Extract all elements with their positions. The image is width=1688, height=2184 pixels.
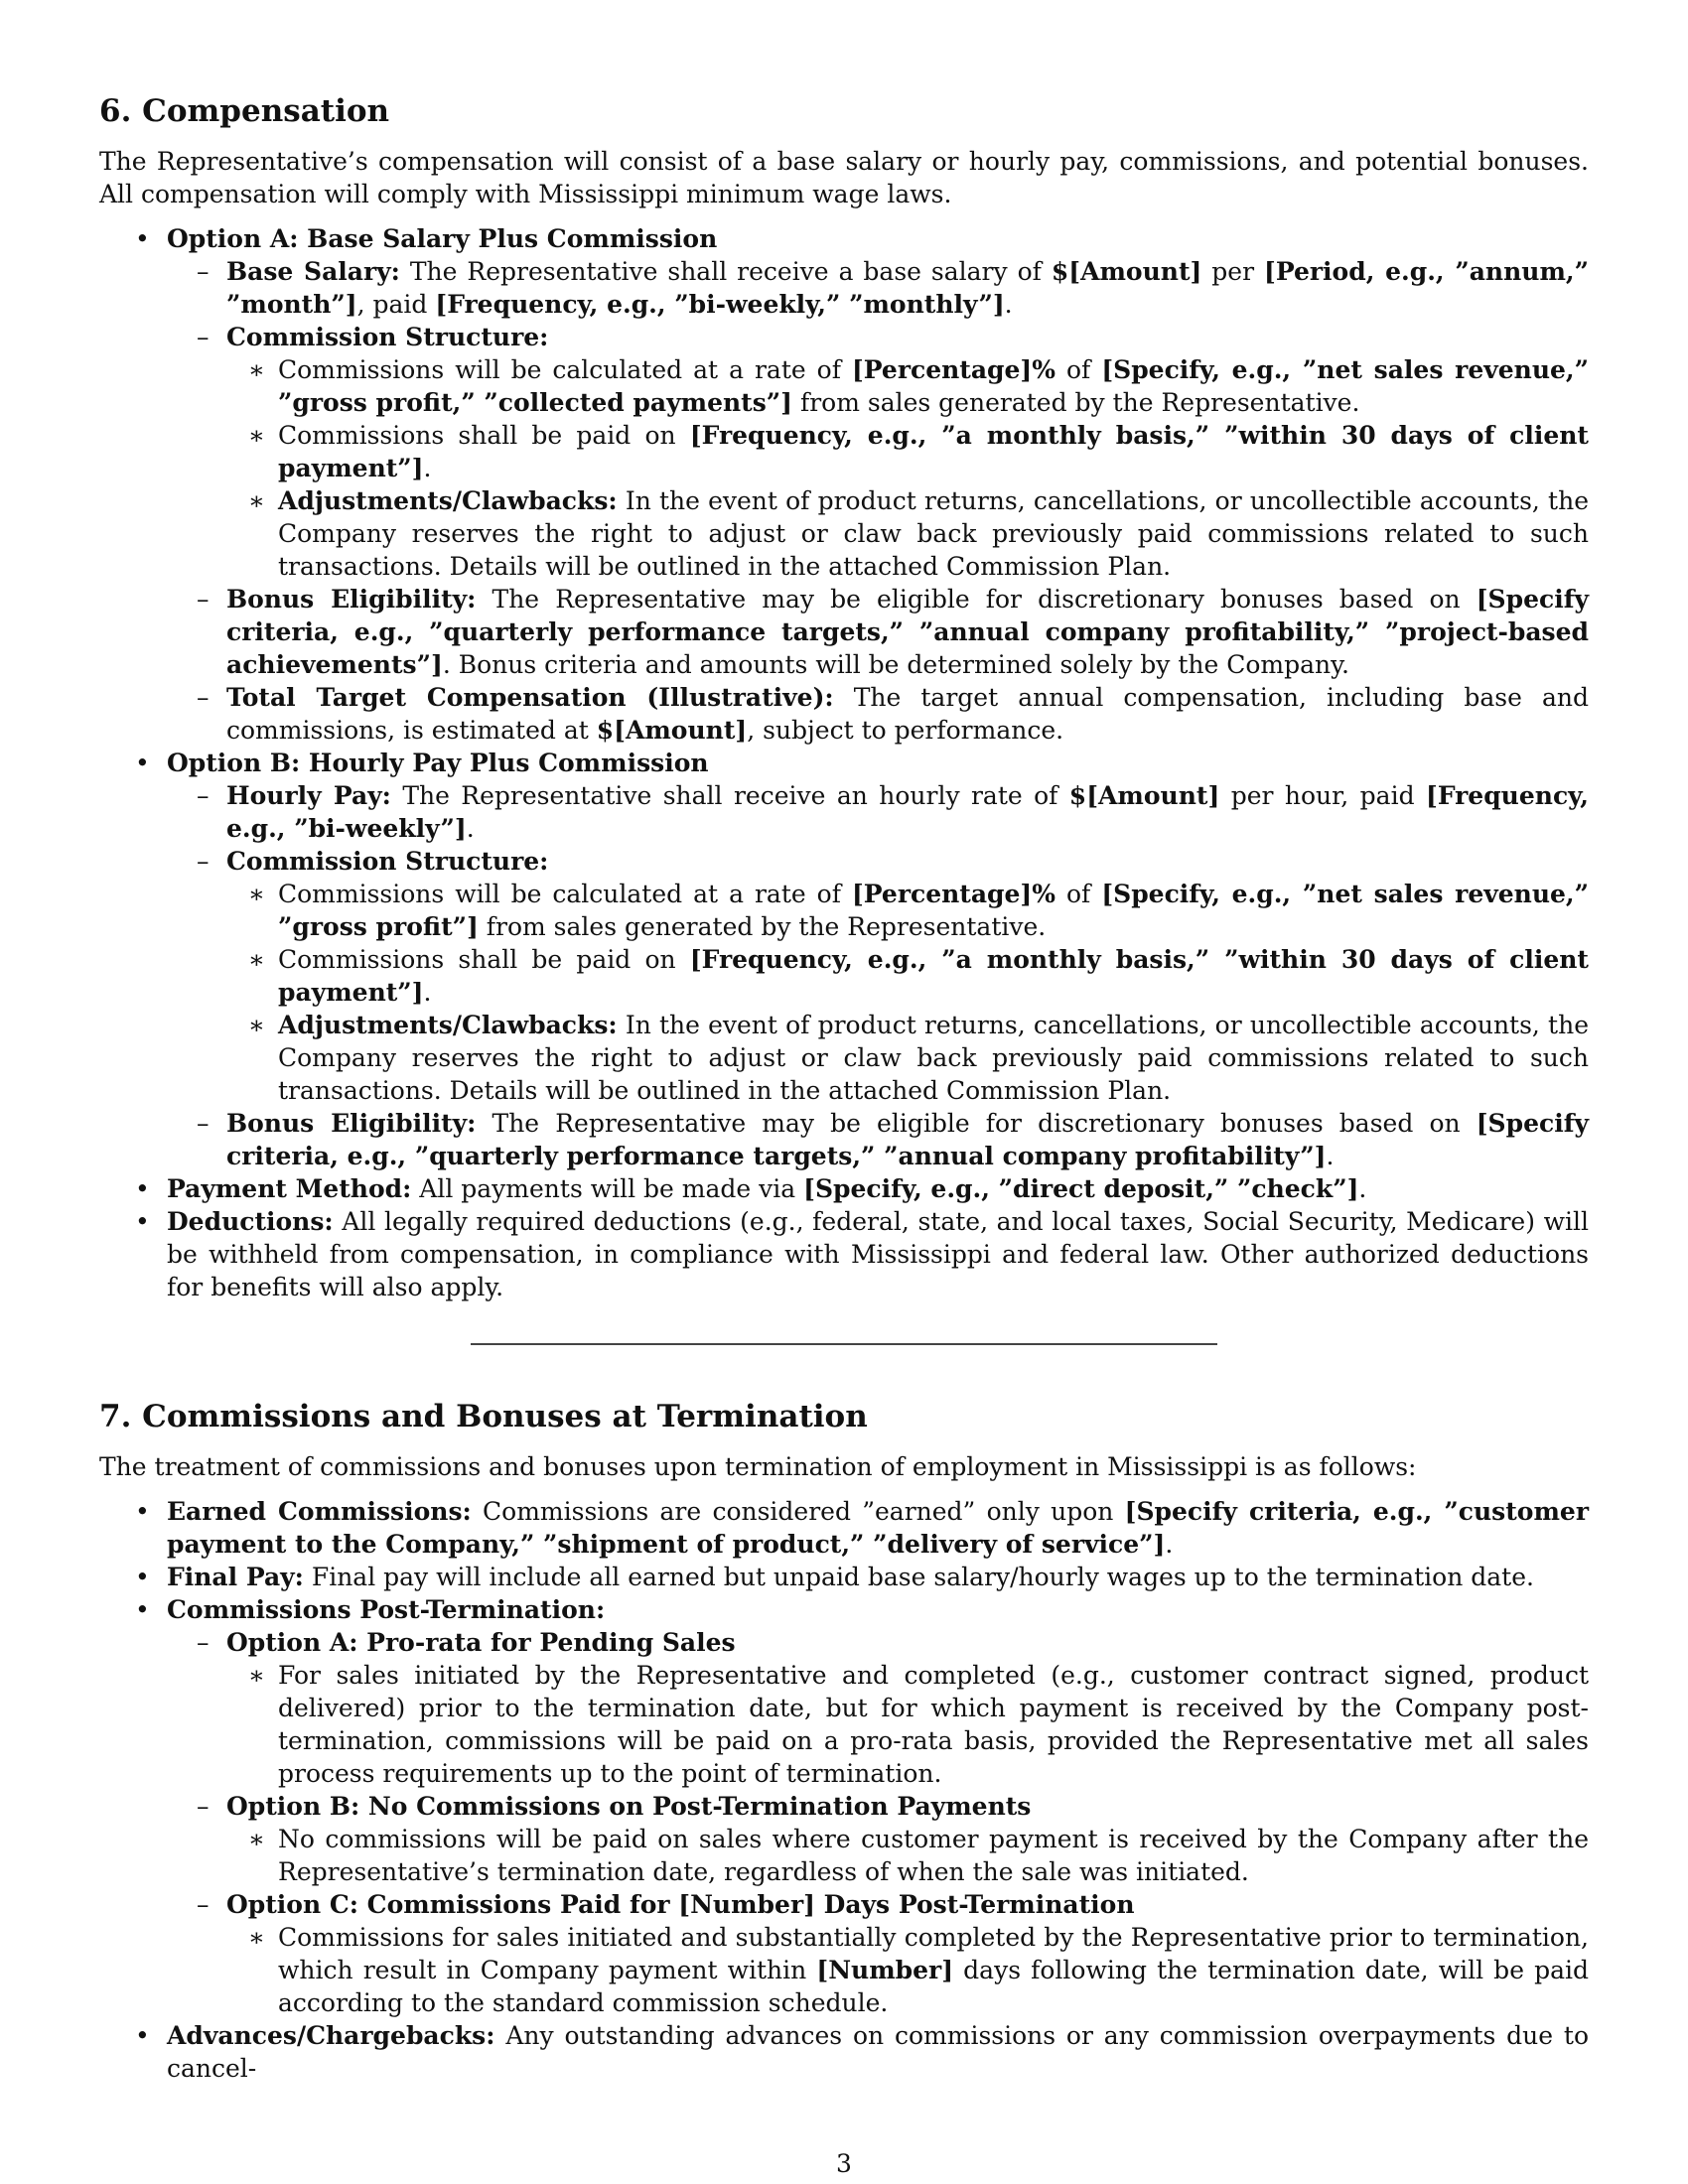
compensation-list [99, 222, 1589, 1303]
list-item [226, 353, 1589, 419]
placeholder: [Specify criteria, e.g., ”quarterly performance targets,” ”annual company profitability”] [226, 1109, 1589, 1170]
text: All legally required deductions (e.g., federal, state, and local taxes, Social Security, Medicare) will be withheld from compensation, in compliance with Mississippi and federal law. Other authorized deductions for benefits will also apply. [167, 1207, 1589, 1301]
list-item [167, 1107, 1589, 1172]
placeholder: $[Amount] [596, 716, 748, 745]
list-item [226, 484, 1589, 583]
list-item [167, 1888, 1589, 2019]
text: of [1055, 355, 1102, 384]
text: Commissions shall be paid on [278, 945, 690, 974]
list-item [99, 222, 1589, 747]
text: . [1165, 1530, 1174, 1559]
final-pay-label: Final Pay: [167, 1563, 304, 1591]
placeholder: [Frequency, e.g., ”a monthly basis,” ”within 30 days of client payment”] [278, 945, 1589, 1007]
text: For sales initiated by the Representative and completed (e.g., customer contract signed, product delivered) prior to the termination date, but for which payment is received by the Company post-termination, commissions will be paid on a pro-rata basis, provided the Representative met all sales process requirements up to the point of termination. [278, 1661, 1589, 1788]
list-item [99, 1172, 1589, 1205]
text: No commissions will be paid on sales where customer payment is received by the Company after the Representative’s termination date, regardless of when the sale was initiated. [278, 1825, 1589, 1886]
list-item [167, 681, 1589, 747]
text: per [1201, 257, 1265, 286]
section-6-title: 6. Compensation [99, 93, 390, 129]
text: The Representative shall receive an hourly rate of [390, 781, 1069, 810]
text: Commissions for sales initiated and substantially completed by the Representative prior to termination, which result in Company payment within [278, 1923, 1589, 1984]
text: The Representative may be eligible for discretionary bonuses based on [476, 1109, 1477, 1138]
hourly-pay-label: Hourly Pay: [226, 781, 391, 810]
placeholder: [Percentage]% [851, 880, 1056, 908]
section-7-title: 7. Commissions and Bonuses at Termination [99, 1399, 868, 1434]
deductions-label: Deductions: [167, 1207, 334, 1236]
list-item [167, 845, 1589, 1107]
text: Any outstanding advances on commissions or any commission overpayments due to cancel- [167, 2021, 1589, 2083]
placeholder: [Percentage]% [851, 355, 1056, 384]
text: . [1358, 1174, 1367, 1203]
text: Final pay will include all earned but unpaid base salary/hourly wages up to the termination date. [303, 1563, 1534, 1591]
placeholder: $[Amount] [1068, 781, 1220, 810]
placeholder: [Period, e.g., ”annum,” ”month”] [226, 257, 1589, 319]
payment-method-label: Payment Method: [167, 1174, 412, 1203]
option-b-heading: Option B: No Commissions on Post-Termination Payments [226, 1792, 1032, 1821]
list-item [226, 1659, 1589, 1790]
text: The Representative may be eligible for discretionary bonuses based on [476, 585, 1477, 614]
text: . [1326, 1142, 1335, 1170]
option-a-heading: Option A: Base Salary Plus Commission [167, 224, 718, 253]
text: Commissions will be calculated at a rate of [278, 880, 852, 908]
list-item [226, 878, 1589, 943]
earned-commissions-label: Earned Commissions: [167, 1497, 472, 1526]
text: All payments will be made via [411, 1174, 804, 1203]
list-item [226, 1921, 1589, 2019]
page-number: 3 [836, 2149, 852, 2178]
bonus-eligibility-label: Bonus Eligibility: [226, 1109, 477, 1138]
advances-label: Advances/Chargebacks: [167, 2021, 495, 2050]
text: In the event of product returns, cancellations, or uncollectible accounts, the Company reserves the right to adjust or claw back previously paid commissions related to such transactions. Details will be outlined in the attached Commission Plan. [278, 1011, 1589, 1105]
placeholder: [Specify, e.g., ”net sales revenue,” ”gross profit”] [278, 880, 1589, 941]
text: . [423, 454, 432, 482]
text: per hour, paid [1219, 781, 1426, 810]
placeholder: [Frequency, e.g., ”a monthly basis,” ”within 30 days of client payment”] [278, 421, 1589, 482]
list-item [99, 1495, 1589, 1561]
list-item [226, 943, 1589, 1009]
placeholder: $[Amount] [1051, 257, 1202, 286]
list-item [167, 321, 1589, 583]
list-item [99, 1205, 1589, 1303]
option-c-heading: Option C: Commissions Paid for [Number] Days Post-Termination [226, 1890, 1135, 1919]
text: In the event of product returns, cancellations, or uncollectible accounts, the Company reserves the right to adjust or claw back previously paid commissions related to such transactions. Details will be outlined in the attached Commission Plan. [278, 486, 1589, 581]
adjustments-label: Adjustments/Clawbacks: [278, 1011, 618, 1039]
placeholder: [Frequency, e.g., ”bi-weekly”] [226, 781, 1589, 843]
text: days following the termination date, will be paid according to the standard commission schedule. [278, 1956, 1589, 2017]
text: . [466, 814, 475, 843]
adjustments-label: Adjustments/Clawbacks: [278, 486, 618, 515]
list-item [167, 255, 1589, 321]
text: Commissions will be calculated at a rate of [278, 355, 852, 384]
list-item [167, 583, 1589, 681]
option-b-heading: Option B: Hourly Pay Plus Commission [167, 749, 709, 777]
placeholder: [Specify criteria, e.g., ”customer payment to the Company,” ”shipment of product,” ”delivery of service”] [167, 1497, 1589, 1559]
text: from sales generated by the Representative. [792, 388, 1360, 417]
text: Commissions shall be paid on [278, 421, 690, 450]
placeholder: [Number] [816, 1956, 954, 1984]
text: . [423, 978, 432, 1007]
commission-structure-label: Commission Structure: [226, 847, 549, 876]
placeholder: [Frequency, e.g., ”bi-weekly,” ”monthly”] [435, 290, 1005, 319]
list-item [99, 2019, 1589, 2085]
total-target-label: Total Target Compensation (Illustrative): [226, 683, 834, 712]
list-item [226, 1009, 1589, 1107]
list-item [99, 1593, 1589, 2019]
text: , subject to performance. [747, 716, 1064, 745]
list-item [226, 419, 1589, 484]
text: from sales generated by the Representative. [478, 912, 1047, 941]
list-item [99, 1561, 1589, 1593]
document-page [99, 91, 1589, 2085]
section-7-intro: The treatment of commissions and bonuses upon termination of employment in Mississippi is as follows: [99, 1452, 1417, 1481]
text: Commissions are considered ”earned” only upon [471, 1497, 1125, 1526]
section-6-intro: The Representative’s compensation will consist of a base salary or hourly pay, commissions, and potential bonuses. All compensation will comply with Mississippi minimum wage laws. [99, 147, 1589, 208]
text: , paid [356, 290, 436, 319]
list-item [167, 1626, 1589, 1790]
placeholder: [Specify, e.g., ”direct deposit,” ”check”] [803, 1174, 1359, 1203]
placeholder: [Specify, e.g., ”net sales revenue,” ”gross profit,” ”collected payments”] [278, 355, 1589, 417]
section-divider [471, 1343, 1217, 1345]
text: . [1004, 290, 1013, 319]
text: . Bonus criteria and amounts will be determined solely by the Company. [442, 650, 1349, 679]
commission-structure-label: Commission Structure: [226, 323, 549, 351]
text: of [1055, 880, 1102, 908]
list-item [167, 779, 1589, 845]
list-item [226, 1823, 1589, 1888]
bonus-eligibility-label: Bonus Eligibility: [226, 585, 477, 614]
text: The target annual compensation, including base and commissions, is estimated at [226, 683, 1589, 745]
placeholder: [Specify criteria, e.g., ”quarterly performance targets,” ”annual company profitability,” ”project-based achievements”] [226, 585, 1589, 679]
text: The Representative shall receive a base salary of [399, 257, 1052, 286]
post-termination-label: Commissions Post-Termination: [167, 1595, 606, 1624]
list-item [99, 747, 1589, 1172]
base-salary-label: Base Salary: [226, 257, 400, 286]
list-item [167, 1790, 1589, 1888]
termination-list [99, 1495, 1589, 2085]
option-a-heading: Option A: Pro-rata for Pending Sales [226, 1628, 736, 1657]
